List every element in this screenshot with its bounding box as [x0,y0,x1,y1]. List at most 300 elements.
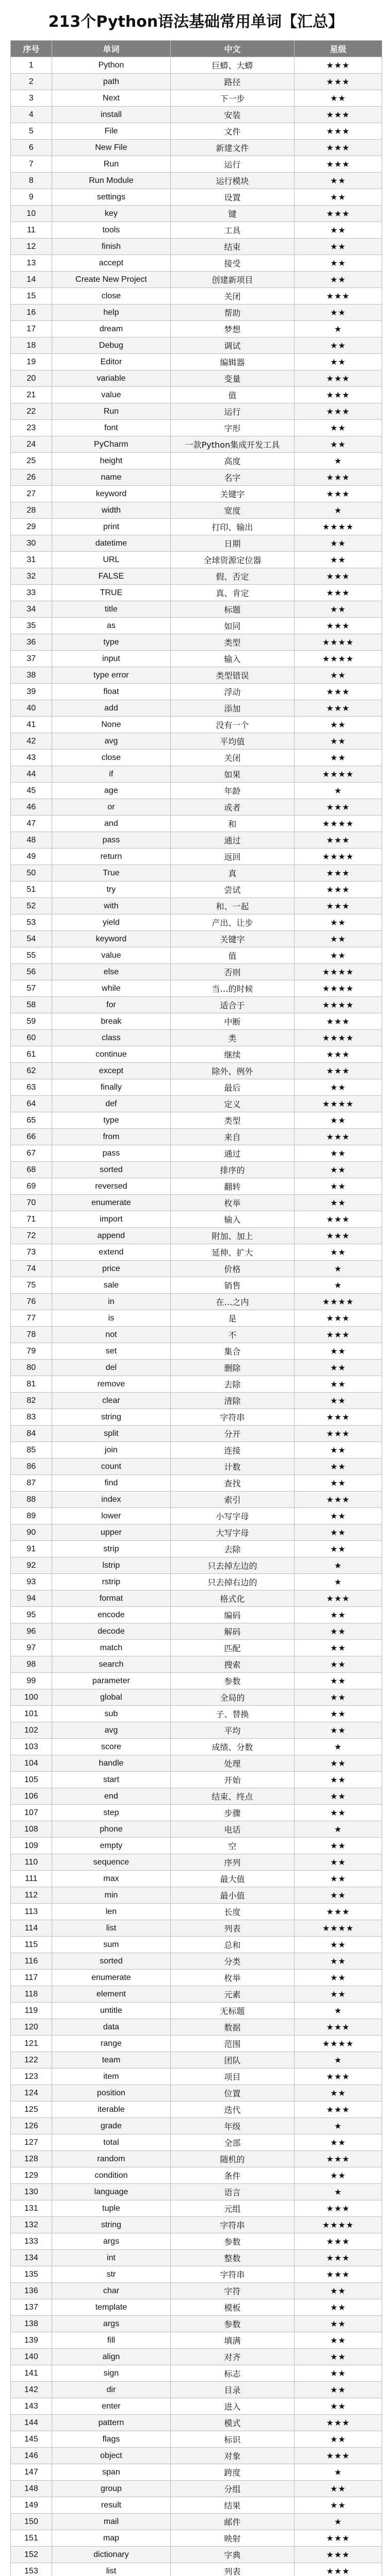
table-row [11,700,382,717]
row-stars: ★★★ [295,799,382,816]
row-index: 84 [11,1426,52,1442]
row-index: 13 [11,255,52,272]
row-index: 105 [11,1772,52,1788]
row-index: 99 [11,1673,52,1689]
row-index: 14 [11,272,52,288]
table-row [11,783,382,799]
row-index: 144 [11,2415,52,2431]
row-index: 52 [11,898,52,914]
row-chinese: 团队 [171,2052,295,2069]
table-row [11,1409,382,1426]
row-word: as [52,618,171,634]
row-index: 59 [11,1013,52,1030]
row-word: for [52,997,171,1013]
row-stars: ★★ [295,436,382,453]
row-stars: ★ [295,453,382,469]
table-row [11,1112,382,1129]
table-row [11,74,382,90]
table-row [11,931,382,947]
table-row [11,1063,382,1079]
row-chinese: 解码 [171,1623,295,1640]
row-stars: ★★★ [295,618,382,634]
row-word: list [52,1920,171,1937]
row-stars: ★★★ [295,140,382,156]
row-stars: ★★★ [295,2415,382,2431]
row-word: lower [52,1508,171,1524]
row-word: help [52,304,171,321]
row-index: 77 [11,1310,52,1327]
row-word: iterable [52,2102,171,2118]
row-index: 51 [11,882,52,898]
row-stars: ★★ [295,1656,382,1673]
row-word: enumerate [52,1195,171,1211]
row-word: sale [52,1277,171,1294]
row-stars: ★★★ [295,585,382,601]
row-stars: ★★ [295,222,382,239]
row-chinese: 类型错误 [171,667,295,684]
row-word: untitle [52,2003,171,2019]
row-word: min [52,1887,171,1904]
row-stars: ★★ [295,189,382,206]
row-index: 100 [11,1689,52,1706]
row-word: from [52,1129,171,1145]
row-index: 47 [11,816,52,832]
table-row [11,1821,382,1838]
table-row [11,1722,382,1739]
row-stars: ★★ [295,2134,382,2151]
table-row [11,2382,382,2398]
table-row [11,1854,382,1871]
table-row [11,436,382,453]
row-chinese: 不 [171,1327,295,1343]
table-row [11,766,382,783]
table-row [11,717,382,733]
table-row [11,173,382,189]
row-stars: ★★★★ [295,1096,382,1112]
row-stars: ★★ [295,1887,382,1904]
table-row [11,832,382,849]
row-stars: ★★★★ [295,980,382,997]
row-chinese: 去除 [171,1376,295,1393]
row-stars: ★★ [295,2382,382,2398]
row-stars: ★★★ [295,387,382,403]
row-word: TRUE [52,585,171,601]
row-stars: ★★ [295,733,382,750]
row-stars: ★ [295,2003,382,2019]
row-word: enumerate [52,1970,171,1986]
row-word: with [52,898,171,914]
row-word: random [52,2151,171,2167]
row-chinese: 真 [171,865,295,882]
row-chinese: 产出、让步 [171,914,295,931]
table-row [11,1228,382,1244]
row-word: sorted [52,1162,171,1178]
row-index: 143 [11,2398,52,2415]
row-chinese: 大写字母 [171,1524,295,1541]
row-chinese: 通过 [171,1145,295,1162]
row-index: 74 [11,1261,52,1277]
row-stars: ★★★ [295,2069,382,2085]
row-stars: ★★★ [295,898,382,914]
table-row [11,651,382,667]
row-word: finally [52,1079,171,1096]
row-word: or [52,799,171,816]
table-row [11,964,382,980]
row-index: 107 [11,1805,52,1821]
row-word: age [52,783,171,799]
row-chinese: 子、替换 [171,1706,295,1722]
row-word: grade [52,2118,171,2134]
row-stars: ★★ [295,1162,382,1178]
row-word: def [52,1096,171,1112]
row-word: dir [52,2382,171,2398]
row-chinese: 是 [171,1310,295,1327]
table-row [11,2151,382,2167]
row-chinese: 查找 [171,1475,295,1492]
row-word: avg [52,1722,171,1739]
row-word: format [52,1590,171,1607]
table-row [11,2233,382,2250]
row-word: keyword [52,931,171,947]
row-word: object [52,2448,171,2464]
row-index: 132 [11,2217,52,2233]
row-chinese: 运行 [171,403,295,420]
row-word: position [52,2085,171,2102]
row-chinese: 打印、输出 [171,519,295,535]
table-row [11,1772,382,1788]
row-index: 45 [11,783,52,799]
row-stars: ★★★ [295,123,382,140]
row-chinese: 年级 [171,2118,295,2134]
row-word: while [52,980,171,997]
row-chinese: 名字 [171,469,295,486]
row-index: 97 [11,1640,52,1656]
table-row [11,337,382,354]
row-stars: ★★★★ [295,634,382,651]
row-word: upper [52,1524,171,1541]
table-row [11,189,382,206]
table-row [11,1689,382,1706]
row-word: dictionary [52,2547,171,2563]
row-index: 72 [11,1228,52,1244]
row-index: 17 [11,321,52,337]
row-index: 131 [11,2200,52,2217]
row-index: 92 [11,1557,52,1574]
table-row [11,865,382,882]
row-chinese: 元组 [171,2200,295,2217]
row-word: width [52,502,171,519]
row-word: remove [52,1376,171,1393]
row-chinese: 数据 [171,2019,295,2036]
row-stars: ★★★ [295,469,382,486]
row-word: sequence [52,1854,171,1871]
row-word: name [52,469,171,486]
row-chinese: 去除 [171,1541,295,1557]
row-chinese: 返回 [171,849,295,865]
row-word: mail [52,2514,171,2530]
row-index: 60 [11,1030,52,1046]
row-index: 61 [11,1046,52,1063]
row-index: 115 [11,1937,52,1953]
row-index: 108 [11,1821,52,1838]
row-word: Run Module [52,173,171,189]
row-index: 9 [11,189,52,206]
row-stars: ★★ [295,2167,382,2184]
row-chinese: 跨度 [171,2464,295,2481]
row-word: clear [52,1393,171,1409]
row-word: type error [52,667,171,684]
row-stars: ★★ [295,1722,382,1739]
row-index: 88 [11,1492,52,1508]
row-word: len [52,1904,171,1920]
table-row [11,1953,382,1970]
table-row [11,849,382,865]
table-row [11,1327,382,1343]
table-row [11,1706,382,1722]
row-stars: ★★ [295,1459,382,1475]
table-row [11,1178,382,1195]
row-index: 39 [11,684,52,700]
row-index: 136 [11,2283,52,2299]
table-row [11,1145,382,1162]
table-row [11,882,382,898]
row-chinese: 下一步 [171,90,295,107]
row-stars: ★★ [295,304,382,321]
row-word: price [52,1261,171,1277]
row-chinese: 如同 [171,618,295,634]
row-chinese: 序列 [171,1854,295,1871]
row-stars: ★★ [295,1244,382,1261]
row-chinese: 长度 [171,1904,295,1920]
row-word: find [52,1475,171,1492]
row-chinese: 标志 [171,2365,295,2382]
row-stars: ★★ [295,90,382,107]
row-stars: ★★ [295,2431,382,2448]
row-chinese: 接受 [171,255,295,272]
table-row [11,57,382,74]
row-word: keyword [52,486,171,502]
row-chinese: 列表 [171,2563,295,2576]
row-stars: ★★★ [295,882,382,898]
row-index: 126 [11,2118,52,2134]
row-stars: ★★★★ [295,849,382,865]
row-word: template [52,2299,171,2316]
row-word: File [52,123,171,140]
row-index: 20 [11,370,52,387]
row-index: 67 [11,1145,52,1162]
table-row [11,1096,382,1112]
table-row [11,354,382,370]
row-stars: ★★★★ [295,1920,382,1937]
row-chinese: 编辑器 [171,354,295,370]
row-word: type [52,634,171,651]
row-index: 111 [11,1871,52,1887]
row-word: args [52,2233,171,2250]
table-row [11,304,382,321]
table-row [11,1541,382,1557]
row-word: range [52,2036,171,2052]
table-row [11,1277,382,1294]
row-stars: ★★★ [295,2200,382,2217]
row-word: decode [52,1623,171,1640]
row-word: global [52,1689,171,1706]
row-chinese: 结束、终点 [171,1788,295,1805]
row-index: 101 [11,1706,52,1722]
row-index: 89 [11,1508,52,1524]
row-word: phone [52,1821,171,1838]
row-word: index [52,1492,171,1508]
row-chinese: 分开 [171,1426,295,1442]
table-row [11,1970,382,1986]
row-chinese: 计数 [171,1459,295,1475]
table-row [11,1294,382,1310]
row-chinese: 随机的 [171,2151,295,2167]
table-row [11,1904,382,1920]
row-stars: ★★★ [295,1228,382,1244]
row-index: 93 [11,1574,52,1590]
row-index: 64 [11,1096,52,1112]
row-chinese: 模式 [171,2415,295,2431]
row-chinese: 或者 [171,799,295,816]
row-stars: ★★ [295,2497,382,2514]
row-chinese: 来自 [171,1129,295,1145]
row-word: span [52,2464,171,2481]
row-chinese: 帮助 [171,304,295,321]
row-stars: ★★ [295,2316,382,2332]
row-chinese: 步骤 [171,1805,295,1821]
row-index: 57 [11,980,52,997]
row-chinese: 关闭 [171,288,295,304]
table-row [11,1261,382,1277]
row-stars: ★★★ [295,2547,382,2563]
row-index: 49 [11,849,52,865]
row-stars: ★★ [295,931,382,947]
row-stars: ★★★★ [295,2036,382,2052]
row-index: 46 [11,799,52,816]
table-row [11,1492,382,1508]
row-word: Editor [52,354,171,370]
row-stars: ★★ [295,255,382,272]
row-word: item [52,2069,171,2085]
row-stars: ★ [295,1574,382,1590]
row-stars: ★★ [295,173,382,189]
row-index: 25 [11,453,52,469]
row-stars: ★★★ [295,568,382,585]
table-row [11,1788,382,1805]
table-row [11,914,382,931]
table-row [11,420,382,436]
row-chinese: 变量 [171,370,295,387]
row-chinese: 列表 [171,1920,295,1937]
row-stars: ★★ [295,1623,382,1640]
row-word: language [52,2184,171,2200]
row-index: 137 [11,2299,52,2316]
row-stars: ★★ [295,1541,382,1557]
row-stars: ★★★★ [295,816,382,832]
row-stars: ★★ [295,1970,382,1986]
row-stars: ★★ [295,1689,382,1706]
row-index: 81 [11,1376,52,1393]
row-stars: ★ [295,2464,382,2481]
row-chinese: 梦想 [171,321,295,337]
row-stars: ★★★ [295,206,382,222]
row-chinese: 假、否定 [171,568,295,585]
row-word: char [52,2283,171,2299]
table-body [11,57,382,2576]
table-row [11,2019,382,2036]
row-word: not [52,1327,171,1343]
table-row [11,1426,382,1442]
row-stars: ★★★ [295,1310,382,1327]
table-row [11,156,382,173]
table-row [11,2102,382,2118]
row-chinese: 尝试 [171,882,295,898]
row-word: title [52,601,171,618]
row-chinese: 延伸、扩大 [171,1244,295,1261]
row-index: 54 [11,931,52,947]
row-index: 119 [11,2003,52,2019]
table-row [11,2250,382,2266]
table-header-row [11,41,382,57]
row-word: import [52,1211,171,1228]
row-index: 142 [11,2382,52,2398]
row-stars: ★★ [295,1755,382,1772]
table-row [11,206,382,222]
row-index: 43 [11,750,52,766]
table-row [11,1013,382,1030]
row-chinese: 输入 [171,651,295,667]
row-index: 55 [11,947,52,964]
row-index: 32 [11,568,52,585]
row-stars: ★★★ [295,1129,382,1145]
row-chinese: 全球资源定位器 [171,552,295,568]
row-stars: ★★★ [295,2448,382,2464]
row-index: 62 [11,1063,52,1079]
row-word: pass [52,1145,171,1162]
row-index: 42 [11,733,52,750]
column-header-word: 单词 [52,41,171,57]
row-word: add [52,700,171,717]
row-index: 7 [11,156,52,173]
row-chinese: 和 [171,816,295,832]
row-index: 124 [11,2085,52,2102]
row-chinese: 排序的 [171,1162,295,1178]
row-index: 104 [11,1755,52,1772]
row-chinese: 索引 [171,1492,295,1508]
row-word: match [52,1640,171,1656]
row-word: type [52,1112,171,1129]
row-chinese: 运行 [171,156,295,173]
row-stars: ★★ [295,1508,382,1524]
row-chinese: 标题 [171,601,295,618]
row-stars: ★★★ [295,2019,382,2036]
table-row [11,601,382,618]
row-index: 19 [11,354,52,370]
row-index: 148 [11,2481,52,2497]
row-word: yield [52,914,171,931]
row-index: 23 [11,420,52,436]
row-index: 56 [11,964,52,980]
row-word: close [52,288,171,304]
row-word: join [52,1442,171,1459]
row-index: 38 [11,667,52,684]
row-chinese: 项目 [171,2069,295,2085]
column-header-index: 序号 [11,41,52,57]
row-chinese: 日期 [171,535,295,552]
row-chinese: 最大值 [171,1871,295,1887]
row-chinese: 关键字 [171,486,295,502]
row-chinese: 工具 [171,222,295,239]
